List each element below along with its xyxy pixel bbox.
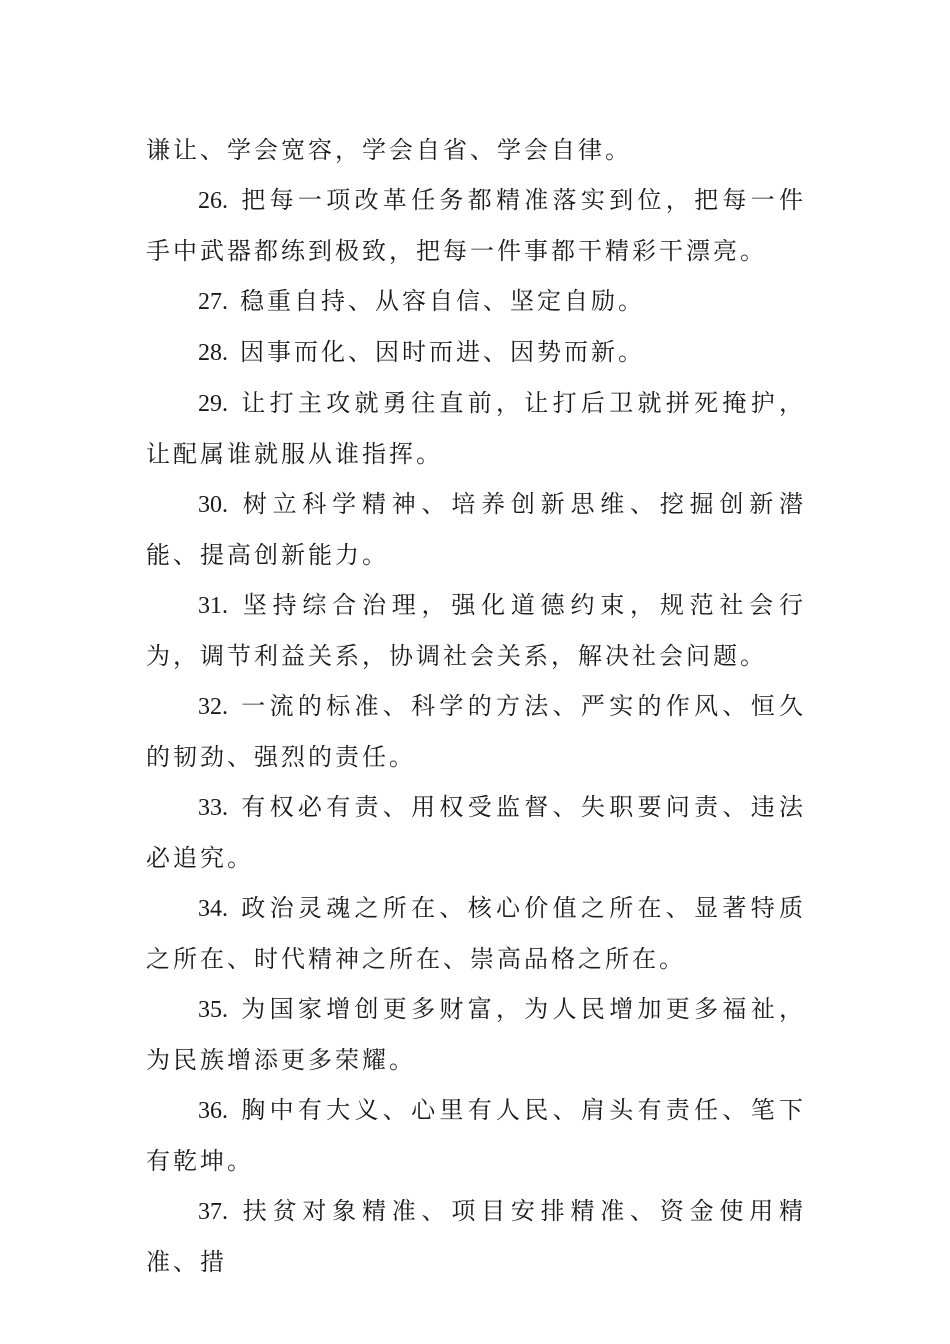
paragraph-text: 胸中有大义、心里有人民、肩头有责任、笔下有乾坤。 — [146, 1096, 806, 1175]
paragraph-text: 树立科学精神、培养创新思维、挖掘创新潜能、提高创新能力。 — [146, 490, 806, 569]
paragraph-34 — [146, 883, 806, 984]
item-number: 32. — [198, 694, 228, 720]
paragraph-33 — [146, 782, 806, 883]
item-number: 34. — [198, 896, 228, 922]
item-number: 26. — [198, 188, 228, 214]
item-number: 36. — [198, 1098, 228, 1124]
paragraph-36 — [146, 1085, 806, 1186]
item-number: 31. — [198, 593, 228, 619]
paragraph-text: 政治灵魂之所在、核心价值之所在、显著特质之所在、时代精神之所在、崇高品格之所在。 — [146, 894, 806, 973]
paragraph-27 — [146, 276, 806, 327]
paragraph-37 — [146, 1186, 806, 1287]
paragraph-text: 把每一项改革任务都精准落实到位，把每一件手中武器都练到极致，把每一件事都干精彩干漂亮。 — [146, 186, 806, 265]
paragraph-text: 有权必有责、用权受监督、失职要问责、违法必追究。 — [146, 793, 806, 872]
paragraph-30 — [146, 479, 806, 580]
paragraph-text: 扶贫对象精准、项目安排精准、资金使用精准、措 — [146, 1197, 806, 1276]
item-number: 28. — [198, 340, 228, 366]
paragraph-29 — [146, 378, 806, 479]
item-number: 29. — [198, 391, 228, 417]
item-number: 27. — [198, 289, 228, 315]
paragraph-31 — [146, 580, 806, 681]
paragraph-text: 坚持综合治理，强化道德约束，规范社会行为，调节利益关系，协调社会关系，解决社会问题。 — [146, 591, 806, 670]
paragraph-28 — [146, 327, 806, 378]
paragraph-26 — [146, 175, 806, 276]
item-number: 30. — [198, 492, 228, 518]
paragraph-text: 一流的标准、科学的方法、严实的作风、恒久的韧劲、强烈的责任。 — [146, 692, 806, 771]
item-number: 33. — [198, 795, 228, 821]
item-number: 37. — [198, 1199, 228, 1225]
paragraph-text: 稳重自持、从容自信、坚定自励。 — [240, 287, 645, 315]
paragraph-continuation — [146, 125, 806, 175]
item-number: 35. — [198, 997, 228, 1023]
paragraph-text: 谦让、学会宽容，学会自省、学会自律。 — [146, 136, 632, 164]
paragraph-text: 让打主攻就勇往直前，让打后卫就拼死掩护，让配属谁就服从谁指挥。 — [146, 389, 806, 468]
paragraph-text: 为国家增创更多财富，为人民增加更多福祉，为民族增添更多荣耀。 — [146, 995, 806, 1074]
paragraph-text: 因事而化、因时而进、因势而新。 — [240, 338, 645, 366]
paragraph-32 — [146, 681, 806, 782]
paragraph-35 — [146, 984, 806, 1085]
document-body — [146, 125, 806, 1287]
